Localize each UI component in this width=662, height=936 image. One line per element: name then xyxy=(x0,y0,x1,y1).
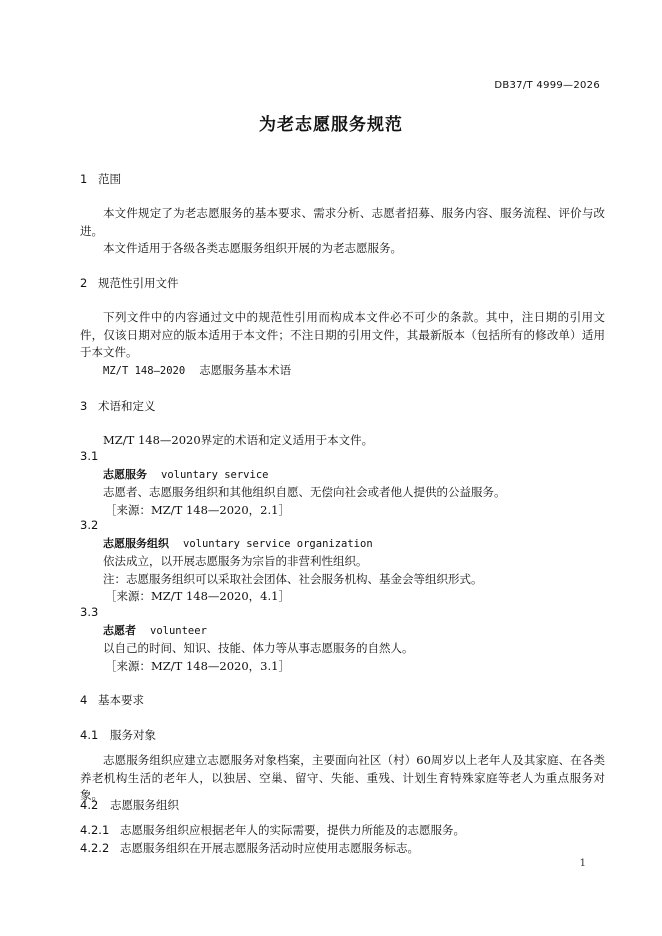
section-number: 4 xyxy=(80,693,88,707)
term-number: 3.2 xyxy=(80,518,99,532)
clause-4-2-2 xyxy=(80,840,419,856)
subsection-4-2-heading xyxy=(80,797,179,813)
section-title: 范围 xyxy=(98,172,121,186)
term-zh: 志愿服务 xyxy=(103,468,147,481)
subsection-number: 4.1 xyxy=(80,728,99,742)
clause-text: 志愿服务组织在开展志愿服务活动时应使用志愿服务标志。 xyxy=(120,841,419,855)
section-number: 1 xyxy=(80,172,88,186)
clause-4-2-1 xyxy=(80,822,465,838)
term-en: volunteer xyxy=(150,625,207,637)
section-3-intro: MZ/T 148—2020界定的术语和定义适用于本文件。 xyxy=(103,433,374,447)
section-2-heading xyxy=(80,275,179,291)
term-source: ［来源：MZ/T 148—2020，2.1］ xyxy=(105,503,290,517)
term-en: voluntary service organization xyxy=(183,538,373,550)
clause-number: 4.2.1 xyxy=(80,823,110,837)
normative-reference xyxy=(103,362,291,378)
section-1-paragraph-1: 本文件规定了为老志愿服务的基本要求、需求分析、志愿者招募、服务内容、服务流程、评价与改进。 xyxy=(80,206,605,238)
section-2-paragraph-1: 下列文件中的内容通过文中的规范性引用而构成本文件必不可少的条款。其中，注日期的引用文件，仅该日期对应的版本适用于本文件；不注日期的引用文件，其最新版本（包括所有的修改单）适用于本文件。 xyxy=(80,310,605,359)
section-title: 术语和定义 xyxy=(98,399,156,413)
section-title: 基本要求 xyxy=(98,693,144,707)
term-source: ［来源：MZ/T 148—2020，3.1］ xyxy=(105,659,290,673)
page-number: 1 xyxy=(579,858,586,869)
reference-title: 志愿服务基本术语 xyxy=(199,363,292,377)
section-number: 2 xyxy=(80,276,88,290)
section-4-heading xyxy=(80,692,144,708)
section-3-heading xyxy=(80,398,156,414)
clause-text: 志愿服务组织应根据老年人的实际需要，提供力所能及的志愿服务。 xyxy=(120,823,465,837)
term-heading xyxy=(103,622,207,638)
section-number: 3 xyxy=(80,399,88,413)
term-zh: 志愿者 xyxy=(103,624,136,637)
subsection-title: 志愿服务组织 xyxy=(110,798,179,812)
subsection-4-1-heading xyxy=(80,727,156,743)
term-number: 3.1 xyxy=(80,449,99,463)
subsection-4-1-paragraph: 志愿服务组织应建立志愿服务对象档案，主要面向社区（村）60周岁以上老年人及其家庭、在各类养老机构生活的老年人，以独居、空巢、留守、失能、重残、计划生育特殊家庭等老人为重点服务对象。 xyxy=(80,753,605,802)
term-zh: 志愿服务组织 xyxy=(103,537,169,550)
term-definition: 依法成立，以开展志愿服务为宗旨的非营利性组织。 xyxy=(103,554,368,568)
term-en: voluntary service xyxy=(161,469,269,481)
section-title: 规范性引用文件 xyxy=(98,276,179,290)
term-heading xyxy=(103,535,373,551)
section-1-heading xyxy=(80,171,121,187)
subsection-number: 4.2 xyxy=(80,798,99,812)
standard-code: DB37/T 4999—2026 xyxy=(494,80,600,91)
subsection-title: 服务对象 xyxy=(110,728,156,742)
reference-code: MZ/T 148—2020 xyxy=(103,365,186,377)
term-definition: 以自己的时间、知识、技能、体力等从事志愿服务的自然人。 xyxy=(103,641,414,655)
section-1-paragraph-2: 本文件适用于各级各类志愿服务组织开展的为老志愿服务。 xyxy=(103,241,402,255)
clause-number: 4.2.2 xyxy=(80,841,110,855)
term-note: 注：志愿服务组织可以采取社会团体、社会服务机构、基金会等组织形式。 xyxy=(103,572,483,586)
document-title: 为老志愿服务规范 xyxy=(259,115,403,135)
term-heading xyxy=(103,466,268,482)
term-source: ［来源：MZ/T 148—2020，4.1］ xyxy=(105,589,290,603)
term-definition: 志愿者、志愿服务组织和其他组织自愿、无偿向社会或者他人提供的公益服务。 xyxy=(103,485,506,499)
term-number: 3.3 xyxy=(80,605,99,619)
